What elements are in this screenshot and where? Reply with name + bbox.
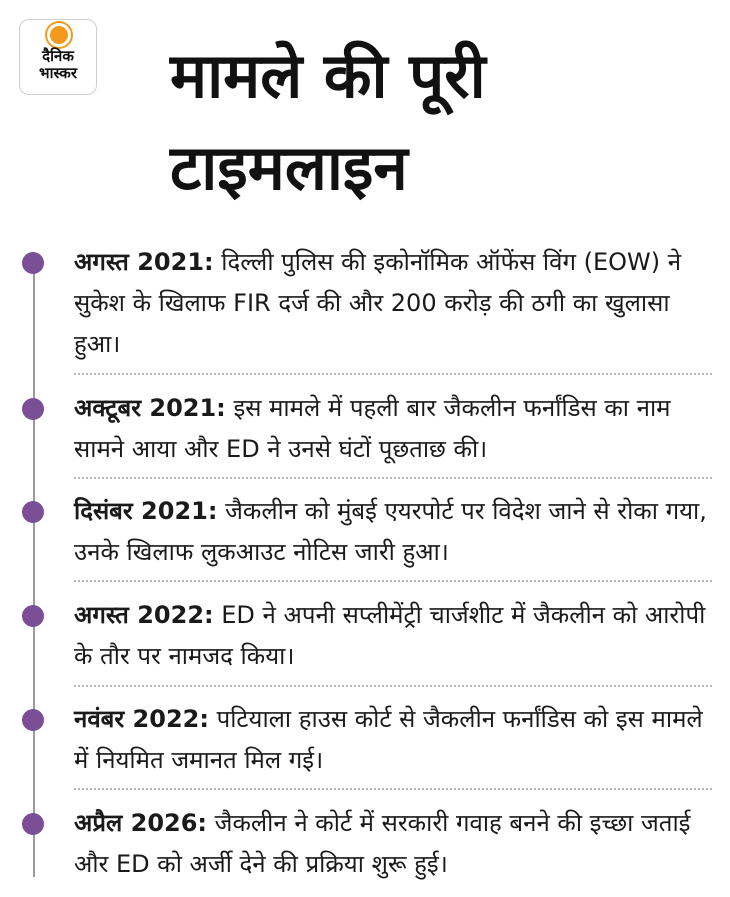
entry-separator — [74, 685, 712, 687]
timeline-entry — [74, 388, 714, 470]
timeline-dot — [22, 605, 44, 627]
timeline-entry — [74, 699, 714, 781]
entry-text: जैकलीन ने कोर्ट में सरकारी गवाह बनने की इच्छा जताई और ED को अर्जी देने की प्रक्रिया शुरू हुई। — [74, 809, 691, 878]
timeline-dot — [22, 813, 44, 835]
entry-date: दिसंबर 2021: — [74, 497, 218, 525]
entry-separator — [74, 477, 712, 479]
page-title: मामले की पूरी टाइमलाइन — [170, 39, 486, 204]
timeline-dot — [22, 709, 44, 731]
logo-text — [20, 48, 96, 82]
entry-separator — [74, 788, 712, 790]
entry-text: ED ने अपनी सप्लीमेंट्री चार्जशीट में जैकलीन को आरोपी के तौर पर नामजद किया। — [74, 601, 706, 670]
entry-text: पटियाला हाउस कोर्ट से जैकलीन फर्नांडिस को इस मामले में नियमित जमानत मिल गई। — [74, 705, 703, 774]
entry-date: अगस्त 2022: — [74, 601, 214, 629]
timeline-entry — [74, 242, 714, 365]
entry-text: इस मामले में पहली बार जैकलीन फर्नांडिस का नाम सामने आया और ED ने उनसे घंटों पूछताछ की। — [74, 394, 671, 463]
timeline-dot — [22, 501, 44, 523]
sun-icon — [50, 26, 68, 44]
timeline-line — [33, 262, 35, 877]
entry-date: नवंबर 2022: — [74, 705, 209, 733]
entry-date: अगस्त 2021: — [74, 248, 214, 276]
timeline-entry — [74, 595, 714, 677]
entry-date: अक्टूबर 2021: — [74, 394, 226, 422]
dainik-bhaskar-logo — [19, 19, 97, 95]
entry-text: जैकलीन को मुंबई एयरपोर्ट पर विदेश जाने से रोका गया, उनके खिलाफ लुकआउट नोटिस जारी हुआ। — [74, 497, 707, 566]
timeline-dot — [22, 398, 44, 420]
timeline-dot — [22, 252, 44, 274]
entry-date: अप्रैल 2026: — [74, 809, 208, 837]
logo-line-2: भास्कर — [39, 64, 77, 82]
timeline-entry — [74, 491, 714, 573]
logo-line-1: दैनिक — [42, 47, 74, 65]
timeline-entry — [74, 803, 714, 885]
entry-text: दिल्ली पुलिस की इकोनॉमिक ऑफेंस विंग (EOW) ने सुकेश के खिलाफ FIR दर्ज की और 200 करोड़ की ठगी का खुलासा हुआ। — [74, 248, 682, 358]
entry-separator — [74, 373, 712, 375]
entry-separator — [74, 580, 712, 582]
